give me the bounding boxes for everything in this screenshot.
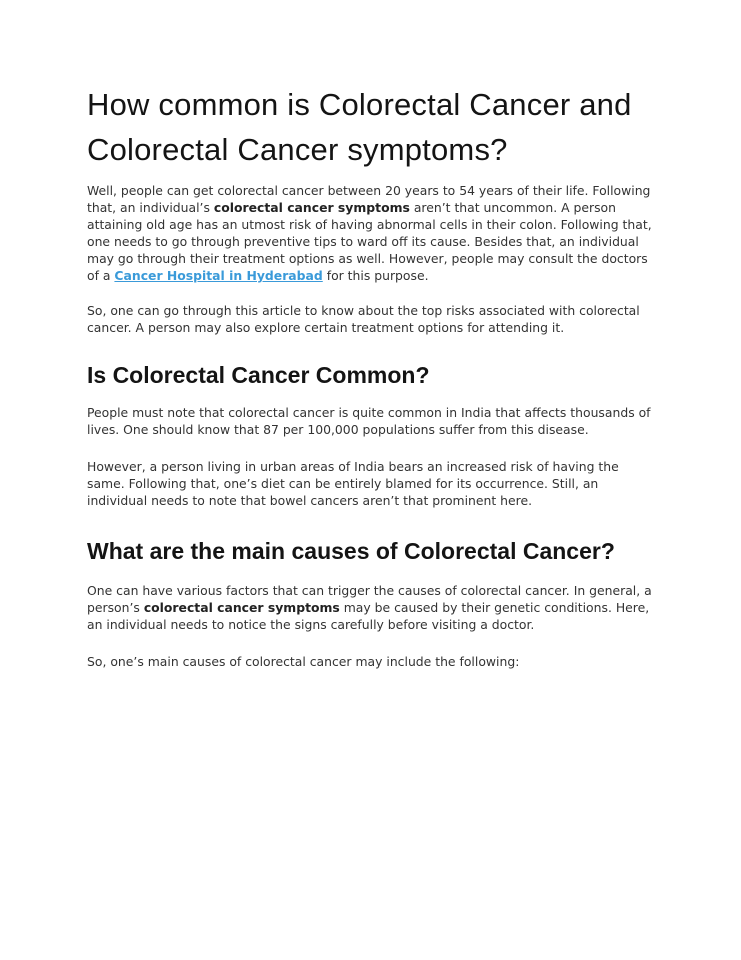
- causes-paragraph-1: [87, 582, 652, 633]
- causes-bold-keyword: colorectal cancer symptoms: [143, 600, 340, 615]
- article-overview-paragraph: So, one can go through this article to know about the top risks associated with colorectal cancer. A person may also explore certain treatment options for attending it.: [87, 303, 640, 335]
- section-heading-main-causes: What are the main causes of Colorectal Cancer?: [87, 538, 615, 564]
- common-paragraph-1: People must note that colorectal cancer is quite common in India that affects thousands of lives. One should know that 87 per 100,000 populations suffer from this disease.: [87, 405, 651, 437]
- section-heading-is-common: Is Colorectal Cancer Common?: [87, 362, 430, 388]
- causes-text-end: may be caused by their genetic conditions. Here, an individual needs to notice the signs carefully before visiting a doctor.: [87, 600, 650, 632]
- intro-bold-keyword: colorectal cancer symptoms: [213, 200, 410, 215]
- intro-text-end: for this purpose.: [322, 268, 429, 283]
- page-title: How common is Colorectal Cancer and Colorectal Cancer symptoms?: [87, 87, 632, 167]
- intro-text-middle: aren’t that uncommon. A person attaining old age has an utmost risk of having abnormal cells in their colon. Following that, one needs to go through preventive tips to ward off its cause. Besides that, an individual may go through their treatment options as well. However, people may consult the doctors of a: [87, 200, 652, 283]
- causes-paragraph-2: So, one’s main causes of colorectal cancer may include the following:: [87, 654, 520, 669]
- cancer-hospital-link[interactable]: Cancer Hospital in Hyderabad: [114, 268, 323, 283]
- document-page: [87, 82, 652, 670]
- intro-text-start: Well, people can get colorectal cancer between 20 years to 54 years of their life. Following that, an individual’s: [87, 183, 651, 215]
- intro-paragraph: [87, 182, 652, 284]
- common-paragraph-2: However, a person living in urban areas of India bears an increased risk of having the same. Following that, one’s diet can be entirely blamed for its occurrence. Still, an individual needs to note that bowel cancers aren’t that prominent here.: [87, 459, 619, 508]
- causes-text-start: One can have various factors that can trigger the causes of colorectal cancer. In general, a person’s: [87, 583, 652, 615]
